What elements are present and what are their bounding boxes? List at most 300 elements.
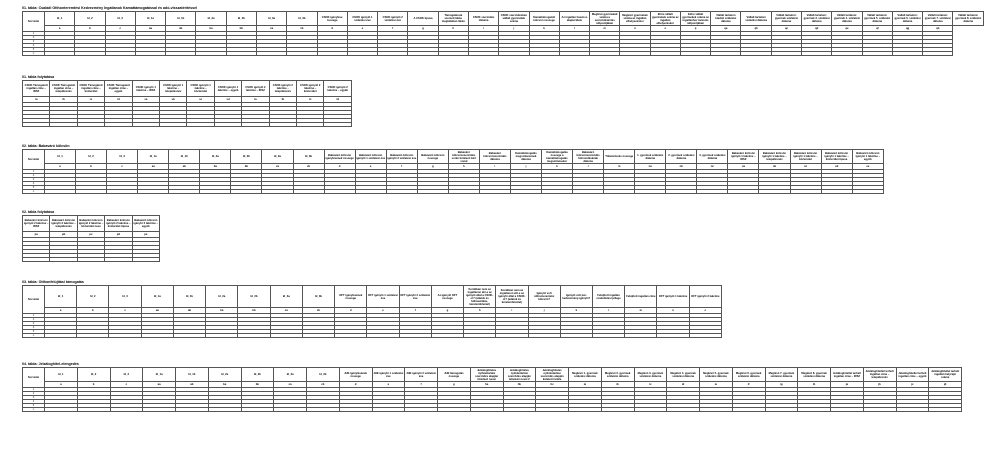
column-header: Vállalt tartalom: gyermek 4. születési dátuma	[832, 12, 862, 26]
row-number: 4	[23, 326, 45, 330]
row-number: n	[23, 334, 45, 338]
table-cell[interactable]	[732, 408, 765, 412]
table-cell[interactable]	[138, 190, 169, 194]
table-cell[interactable]	[765, 408, 798, 412]
table-cell[interactable]	[503, 408, 536, 412]
column-header: Az ingatlan hasznos alapterülete	[559, 12, 589, 26]
table-02-title: 02. tábla: Babaváró kölcsön	[22, 144, 70, 148]
table-cell[interactable]	[405, 408, 438, 412]
column-code: qg	[892, 26, 922, 32]
table-cell[interactable]	[464, 334, 496, 338]
column-header: CSOK Támogatott ingatlan címe – településnév	[50, 81, 77, 97]
table-cell[interactable]	[386, 190, 417, 194]
table-cell[interactable]	[689, 334, 721, 338]
table-cell[interactable]	[863, 408, 896, 412]
table-cell[interactable]	[759, 190, 790, 194]
header-row	[23, 81, 352, 97]
column-code: i	[496, 308, 528, 314]
column-header: Id_1b	[176, 368, 209, 382]
column-header: Babaváró kölcsön igénylő 1 születési éve	[355, 150, 386, 164]
table-cell[interactable]	[77, 258, 104, 262]
column-code: ba	[196, 26, 226, 32]
row-number: 4	[23, 44, 45, 48]
column-header: Babaváró kölcsön igénylő 2 születési éve	[386, 150, 417, 164]
column-header: JHE igénylő 1 születési éve	[372, 368, 405, 382]
table-cell[interactable]	[324, 190, 355, 194]
table-cell[interactable]	[667, 408, 700, 412]
table-cell[interactable]	[929, 408, 962, 412]
column-header: Id_1b	[173, 286, 205, 308]
column-code: qf	[862, 26, 892, 32]
table-cell[interactable]	[107, 190, 138, 194]
table-cell[interactable]	[832, 52, 862, 56]
column-header: Id_3b	[287, 12, 317, 26]
table-row	[23, 334, 722, 338]
table-cell[interactable]	[657, 334, 689, 338]
column-code: a	[45, 382, 78, 388]
column-code: bb	[238, 308, 270, 314]
table-cell[interactable]	[650, 52, 680, 56]
table-cell[interactable]	[302, 334, 334, 338]
table-cell[interactable]	[741, 52, 771, 56]
column-code: qd	[802, 26, 832, 32]
table-cell[interactable]	[496, 334, 528, 338]
column-code: if	[732, 382, 765, 388]
column-header: Korábban nem az ingatlanon élő-e az igénylő által a CSOK-ot? (adatok és felhasználás, kérelemfelvétel)	[464, 286, 496, 308]
table-cell[interactable]	[241, 408, 274, 412]
column-code: tb	[269, 97, 296, 103]
column-header: Kamattámogatott kölcsön összege	[529, 12, 559, 26]
column-code: id	[667, 382, 700, 388]
table-cell[interactable]	[76, 190, 107, 194]
table-cell[interactable]	[105, 258, 132, 262]
table-cell[interactable]	[45, 334, 77, 338]
column-header: Babaváró kölcsön igénylő 2 lakcíme – településnév	[50, 216, 77, 232]
table-cell[interactable]	[105, 52, 135, 56]
table-cell[interactable]	[45, 408, 78, 412]
column-header: Jelzáloghitellel terhelt ingatlan helyrajzi száma	[929, 368, 962, 382]
table-cell[interactable]	[287, 52, 317, 56]
column-code: b	[75, 26, 105, 32]
column-code: rc	[77, 97, 104, 103]
table-02-continuation	[22, 215, 160, 262]
table-01-continuation	[22, 80, 352, 127]
column-header: Jelzáloghitellel terhelt ingatlan címe – településnév	[863, 368, 896, 382]
column-code: ab	[169, 164, 200, 170]
table-cell[interactable]	[77, 334, 109, 338]
table-cell[interactable]	[790, 190, 821, 194]
column-code: f	[386, 164, 417, 170]
table-01	[22, 11, 984, 56]
table-cell[interactable]	[367, 334, 399, 338]
table-cell[interactable]	[109, 334, 141, 338]
column-code: oc	[790, 164, 821, 170]
table-cell[interactable]	[262, 190, 293, 194]
table-cell[interactable]	[852, 190, 883, 194]
table-03-title: 03. tábla: Otthonfelújítási támogatás	[22, 280, 84, 284]
table-cell[interactable]	[592, 334, 624, 338]
column-header: CSOK Támogatott ingatlan címe – egyéb	[105, 81, 132, 97]
column-header: Babaváró kölcsönszerződés során kötelező kért vonal	[448, 150, 479, 164]
column-code: pe	[132, 232, 159, 238]
column-code: l	[573, 164, 604, 170]
table-cell[interactable]	[166, 52, 196, 56]
table-cell[interactable]	[141, 334, 173, 338]
column-header: Id_1b	[169, 150, 200, 164]
column-header: Id_1	[45, 286, 77, 308]
table-cell[interactable]	[297, 123, 324, 127]
table-cell[interactable]	[23, 123, 50, 127]
column-code: l	[592, 308, 624, 314]
table-cell[interactable]	[601, 408, 634, 412]
column-header: Tőketartozás összege	[604, 150, 635, 164]
column-code: aa	[135, 26, 165, 32]
table-02-continuation-title: 02. tábla folytatása	[22, 210, 55, 214]
column-code: ia	[569, 382, 602, 388]
column-code: ca	[270, 308, 302, 314]
table-cell[interactable]	[499, 52, 529, 56]
table-cell[interactable]	[347, 52, 377, 56]
column-code: qb	[741, 26, 771, 32]
column-header: Id_1	[45, 368, 78, 382]
column-header: Meglévő 4. gyermek születési dátuma	[667, 368, 700, 382]
table-cell[interactable]	[666, 190, 697, 194]
table-cell[interactable]	[798, 408, 831, 412]
table-cell[interactable]	[23, 258, 50, 262]
row-number: 1	[23, 170, 45, 174]
table-01-section	[22, 6, 984, 56]
column-header: CSOK igénylő 2 lakcíme – közterület	[297, 81, 324, 97]
table-cell[interactable]	[187, 123, 214, 127]
column-header: Id_2	[77, 368, 110, 382]
column-code: h	[448, 164, 479, 170]
column-code: cb	[302, 308, 334, 314]
table-row	[23, 190, 884, 194]
column-header: JHE támogatás összege	[438, 368, 471, 382]
column-header: OFT igénylő 2 születési éve	[399, 286, 431, 308]
column-code: d	[317, 26, 347, 32]
column-header: Kamattámogatás megszűnésének dátuma	[510, 150, 541, 164]
column-code: aa	[138, 164, 169, 170]
table-cell[interactable]	[711, 52, 741, 56]
table-cell[interactable]	[317, 52, 347, 56]
table-cell[interactable]	[226, 52, 256, 56]
column-header: Id_1a	[143, 368, 176, 382]
table-cell[interactable]	[208, 408, 241, 412]
column-code: pa	[23, 232, 50, 238]
column-header: Babaváró kölcsön igénylő 1 lakcíme – IRSZ	[728, 150, 759, 164]
column-header: Jelzáloghiteles nyilvántartási szerződés alapján kötelező nevei 2	[503, 368, 536, 382]
column-header: Id_2b	[241, 368, 274, 382]
table-cell[interactable]	[173, 334, 205, 338]
table-cell[interactable]	[135, 52, 165, 56]
table-cell[interactable]	[408, 52, 438, 56]
column-code: hc	[536, 382, 569, 388]
column-code: l	[559, 26, 589, 32]
table-cell[interactable]	[728, 190, 759, 194]
table-cell[interactable]	[625, 334, 657, 338]
table-cell[interactable]	[802, 52, 832, 56]
row-label-header: Sorszám	[23, 286, 45, 314]
table-cell[interactable]	[680, 52, 710, 56]
row-number: 2	[23, 36, 45, 40]
column-code: i	[479, 164, 510, 170]
column-code: ba	[208, 382, 241, 388]
column-header: Előre vállalt gyermekek száma az ingatlan elhelyezéskor	[651, 12, 679, 25]
table-03-section	[22, 280, 722, 338]
column-code: hb	[503, 382, 536, 388]
column-code: qa	[711, 26, 741, 32]
table-cell[interactable]	[700, 408, 733, 412]
column-header: Id_2a	[208, 368, 241, 382]
column-header: CSOK igénylése összege	[317, 12, 347, 26]
table-row	[23, 52, 984, 56]
column-header: Vállalt tartalom: gyermek 3. születési dátuma	[802, 12, 832, 26]
column-code: pc	[77, 232, 104, 238]
column-header: Meglévő gyermekek száma a szerződéskötés időpontjában	[590, 12, 620, 26]
column-code: ra	[23, 97, 50, 103]
table-cell[interactable]	[77, 408, 110, 412]
column-code: qe	[832, 26, 862, 32]
table-cell[interactable]	[620, 52, 650, 56]
column-header: Id_2b	[231, 150, 262, 164]
column-header: CSOK igénylő 1 lakcíme – IRSZ	[132, 81, 159, 97]
column-code: od	[821, 164, 852, 170]
table-cell[interactable]	[431, 334, 463, 338]
column-code: e	[367, 308, 399, 314]
table-cell[interactable]	[132, 123, 159, 127]
row-number: n	[23, 190, 45, 194]
table-cell[interactable]	[892, 52, 922, 56]
row-number: 5	[23, 404, 45, 408]
header-row	[23, 216, 160, 232]
table-cell[interactable]	[200, 190, 231, 194]
column-header: Az igénylő OFT összege	[431, 286, 463, 308]
table-cell[interactable]	[307, 408, 340, 412]
column-code: ba	[200, 164, 231, 170]
table-cell[interactable]	[771, 52, 801, 56]
table-cell[interactable]	[231, 190, 262, 194]
table-cell[interactable]	[238, 334, 270, 338]
table-cell[interactable]	[542, 190, 573, 194]
table-cell[interactable]	[479, 190, 510, 194]
column-header: Babaváró kölcsön igénylő 2 lakcíme – közterület típusa	[105, 216, 132, 232]
column-code: bb	[241, 382, 274, 388]
table-02-continuation-section	[22, 210, 160, 262]
column-code: g	[431, 308, 463, 314]
table-cell[interactable]	[105, 123, 132, 127]
column-code: a	[45, 164, 76, 170]
column-code: a	[45, 308, 77, 314]
row-number: 5	[23, 48, 45, 52]
column-header: Jelzáloghiteles nyilvántartási szerződés alapján kötelező nevei	[470, 368, 503, 382]
row-number: 3	[23, 40, 45, 44]
table-cell[interactable]	[635, 190, 666, 194]
column-header: JHE igénylő 2 születési éve	[405, 368, 438, 382]
column-code: n	[620, 26, 650, 32]
table-cell[interactable]	[569, 408, 602, 412]
column-code: jb	[863, 382, 896, 388]
table-cell[interactable]	[448, 190, 479, 194]
column-code: j	[499, 26, 529, 32]
table-cell[interactable]	[468, 52, 498, 56]
column-code: qc	[771, 26, 801, 32]
table-cell[interactable]	[176, 408, 209, 412]
column-header: Id_3a	[270, 286, 302, 308]
column-code: f	[405, 382, 438, 388]
column-code: b	[76, 164, 107, 170]
column-header: Felújított ingatlan rendeltetési jellege	[592, 286, 624, 308]
column-code: d	[324, 164, 355, 170]
column-code: m	[590, 26, 620, 32]
table-cell[interactable]	[50, 258, 77, 262]
table-cell[interactable]	[196, 52, 226, 56]
column-header: OFT igénylő 1 születési éve	[367, 286, 399, 308]
row-label-header: Sorszám	[23, 150, 45, 170]
table-cell[interactable]	[604, 190, 635, 194]
table-cell[interactable]	[50, 123, 77, 127]
column-header: CSOK igénylő 1 lakcíme – közterület	[187, 81, 214, 97]
table-cell[interactable]	[590, 52, 620, 56]
table-cell[interactable]	[559, 52, 589, 56]
column-header: Id_3	[105, 12, 135, 26]
table-cell[interactable]	[242, 123, 269, 127]
table-cell[interactable]	[470, 408, 503, 412]
column-header: Jelzáloghitellel terhelt ingatlan címe – egyéb	[896, 368, 929, 382]
column-code: i	[468, 26, 498, 32]
column-header: OFT igénylésének összege	[335, 286, 367, 308]
table-cell[interactable]	[274, 408, 307, 412]
table-cell[interactable]	[143, 408, 176, 412]
column-header: Meglévő 8. gyermek születési dátuma	[798, 368, 831, 382]
table-cell[interactable]	[270, 334, 302, 338]
table-cell[interactable]	[269, 123, 296, 127]
column-header: Id_3b	[293, 150, 324, 164]
table-03	[22, 285, 722, 338]
column-code: ab	[173, 308, 205, 314]
table-cell[interactable]	[256, 52, 286, 56]
column-header: Id_1a	[135, 12, 165, 26]
table-cell[interactable]	[528, 334, 560, 338]
table-row	[23, 408, 962, 412]
table-cell[interactable]	[510, 190, 541, 194]
table-02-section	[22, 144, 884, 194]
table-cell[interactable]	[399, 334, 431, 338]
table-04	[22, 367, 962, 412]
column-header: Meglévő 7. gyermek születési dátuma	[765, 368, 798, 382]
column-code: jc	[896, 382, 929, 388]
row-label-header: Sorszám	[23, 368, 45, 388]
column-header: Vállalt tartalom: gyermek 7. születési dátuma	[923, 12, 953, 26]
table-cell[interactable]	[77, 123, 104, 127]
table-cell[interactable]	[697, 190, 728, 194]
table-cell[interactable]	[821, 190, 852, 194]
header-row	[23, 286, 722, 308]
column-code: k	[560, 308, 592, 314]
table-cell[interactable]	[160, 123, 187, 127]
table-cell[interactable]	[45, 190, 76, 194]
table-cell[interactable]	[573, 190, 604, 194]
column-header: Vállalt tartalom születési dátuma	[741, 12, 771, 26]
table-cell[interactable]	[896, 408, 929, 412]
column-header: Id_1b	[166, 12, 196, 26]
column-header: Id_2	[77, 286, 109, 308]
column-header: OFT igénylő 1 lakcíme	[657, 286, 689, 308]
table-cell[interactable]	[75, 52, 105, 56]
column-header: Id_3a	[262, 150, 293, 164]
column-code: b	[77, 382, 110, 388]
column-header: Meglévő 3. gyermek születési dátuma	[634, 368, 667, 382]
row-number: 4	[23, 400, 45, 404]
table-cell[interactable]	[438, 52, 468, 56]
table-cell[interactable]	[560, 334, 592, 338]
column-code: e	[372, 382, 405, 388]
table-cell[interactable]	[862, 52, 892, 56]
table-cell[interactable]	[529, 52, 559, 56]
column-header: Jelzáloghitellel terhelt ingatlan címe – IRSZ	[831, 368, 864, 382]
table-cell[interactable]	[45, 52, 75, 56]
column-header: Babaváró kölcsön igénylő 1 lakcíme – településnév	[759, 150, 790, 164]
table-cell[interactable]	[293, 190, 324, 194]
table-01-continuation-title: 01. tábla folytatása	[22, 75, 55, 79]
column-code: c	[107, 164, 138, 170]
column-header: Babaváró kölcsön igénylő 2 lakcíme – közterület neve	[77, 216, 104, 232]
column-code: oa	[728, 164, 759, 170]
column-code: j	[510, 164, 541, 170]
table-01-continuation-section	[22, 75, 352, 127]
table-cell[interactable]	[169, 190, 200, 194]
table-cell[interactable]	[132, 258, 159, 262]
table-cell[interactable]	[214, 123, 241, 127]
column-header: Babaváró kölcsönszerződés dátuma	[479, 150, 510, 164]
table-cell[interactable]	[206, 334, 238, 338]
column-code: f	[378, 26, 408, 32]
table-cell[interactable]	[634, 408, 667, 412]
row-number: 2	[23, 174, 45, 178]
table-cell[interactable]	[372, 408, 405, 412]
table-04-title: 04. tábla: Jelzáloghitel-elengedés	[22, 362, 79, 366]
column-code: cb	[293, 164, 324, 170]
table-cell[interactable]	[378, 52, 408, 56]
column-code: sd	[214, 97, 241, 103]
column-code: ta	[242, 97, 269, 103]
table-cell[interactable]	[438, 408, 471, 412]
table-01-title: 01. tábla: Családi Otthonteremtési Kedvezmény Ingatlanok Kamattámogatással és adó-visszatérítéssel	[22, 6, 198, 10]
table-cell[interactable]	[339, 408, 372, 412]
column-header: Id_1	[45, 12, 75, 26]
table-row	[23, 258, 160, 262]
column-header: Vállalt tartalom: gyermek születési dátuma	[771, 12, 801, 26]
column-code: c	[110, 382, 143, 388]
column-code: ab	[176, 382, 209, 388]
table-cell[interactable]	[324, 123, 352, 127]
column-header: Igénylő volt otthonteremtési kölcsön?	[528, 286, 560, 308]
column-header: Id_3a	[274, 368, 307, 382]
table-cell[interactable]	[831, 408, 864, 412]
table-cell[interactable]	[110, 408, 143, 412]
column-code: cb	[287, 26, 317, 32]
table-cell[interactable]	[417, 190, 448, 194]
table-cell[interactable]	[355, 190, 386, 194]
row-number: 1	[23, 388, 45, 392]
table-cell[interactable]	[335, 334, 367, 338]
column-header: CSOK szerződés dátuma	[468, 12, 498, 26]
column-header: Meglévő 1. gyermek születési dátuma	[569, 368, 602, 382]
table-cell[interactable]	[536, 408, 569, 412]
table-cell[interactable]	[923, 52, 953, 56]
column-code: pd	[105, 232, 132, 238]
column-header: Meglévő 2. gyermek születési dátuma	[601, 368, 634, 382]
